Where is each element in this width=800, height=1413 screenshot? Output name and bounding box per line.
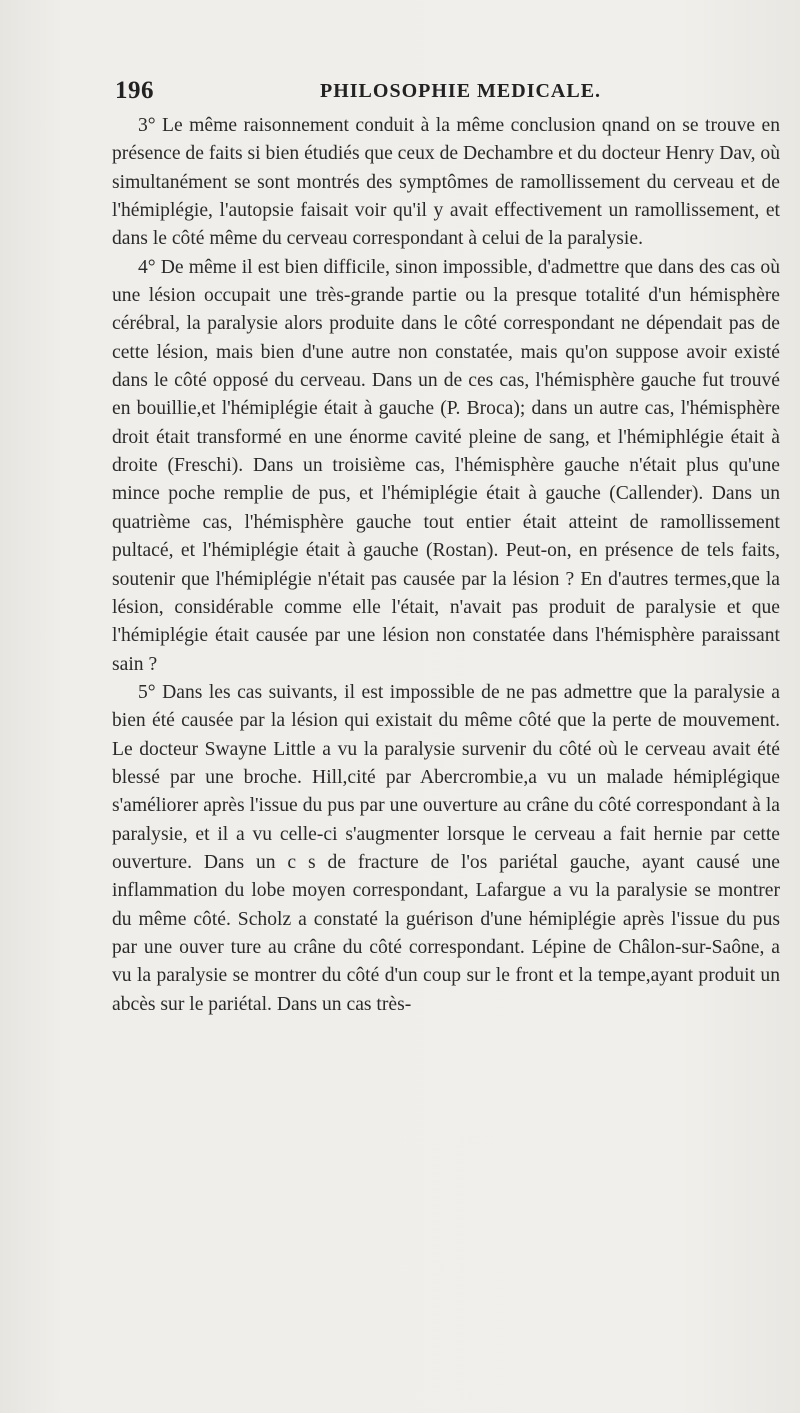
- page-number: 196: [115, 77, 154, 104]
- page-header: [115, 77, 765, 113]
- body-text: [112, 112, 780, 1019]
- paragraph-3: 3° Le même raisonnement conduit à la même conclusion qnand on se trouve en présence de faits si bien étudiés que ceux de Dechambre et du docteur Henry Dav, où simultanément se sont montrés des symptômes de ramollissement du cerveau et de l'hémiplégie, l'autopsie faisait voir qu'il y avait effectivement un ramollissement, et dans le côté même du cerveau correspondant à celui de la paralysie.: [112, 115, 780, 250]
- running-title: PHILOSOPHIE MEDICALE.: [320, 80, 602, 102]
- paragraph-5: 5° Dans les cas suivants, il est impossible de ne pas admettre que la paralysie a bien été causée par la lésion qui existait du même côté que la perte de mouvement. Le docteur Swayne Little a vu la paralysie survenir du côté où le cerveau avait été blessé par une broche. Hill,cité par Abercrombie,a vu un malade hémiplégique s'améliorer après l'issue du pus par une ouverture au crâne du côté correspondant à la paralysie, et il a vu celle-ci s'augmenter lorsque le cerveau a fait hernie par cette ouverture. Dans un c s de fracture de l'os pariétal gauche, ayant causé une inflammation du lobe moyen correspondant, Lafargue a vu la paralysie se montrer du même côté. Scholz a constaté la guérison d'une hémiplégie après l'issue du pus par une ouver ture au crâne du côté correspondant. Lépine de Châlon-sur-Saône, a vu la paralysie se montrer du côté d'un coup sur le front et la tempe,ayant produit un abcès sur le pariétal. Dans un cas très-: [112, 681, 780, 1015]
- paragraph-4: 4° De même il est bien difficile, sinon impossible, d'admettre que dans des cas où une lésion occupait une très-grande partie ou la presque totalité d'un hémisphère cérébral, la paralysie alors produite dans le côté correspondant ne dépendait pas de cette lésion, mais bien d'une autre non constatée, mais qu'on suppose avoir existé dans le côté opposé du cerveau. Dans un de ces cas, l'hémisphère gauche fut trouvé en bouillie,et l'hémiplégie était à gauche (P. Broca); dans un autre cas, l'hémisphère droit était transformé en une énorme cavité pleine de sang, et l'hémiphlégie était à droite (Freschi). Dans un troisième cas, l'hémisphère gauche n'était plus qu'une mince poche remplie de pus, et l'hémiplégie était à gauche (Callender). Dans un quatrième cas, l'hémisphère gauche tout entier était atteint de ramollissement pultacé, et l'hémiplégie était à gauche (Rostan). Peut-on, en présence de tels faits, soutenir que l'hémiplégie n'était pas causée par la lésion ? En d'autres termes,que la lésion, considérable comme elle l'était, n'avait pas produit de paralysie et que l'hémiplégie était causée par une lésion non constatée dans l'hémisphère paraissant sain ?: [112, 256, 780, 675]
